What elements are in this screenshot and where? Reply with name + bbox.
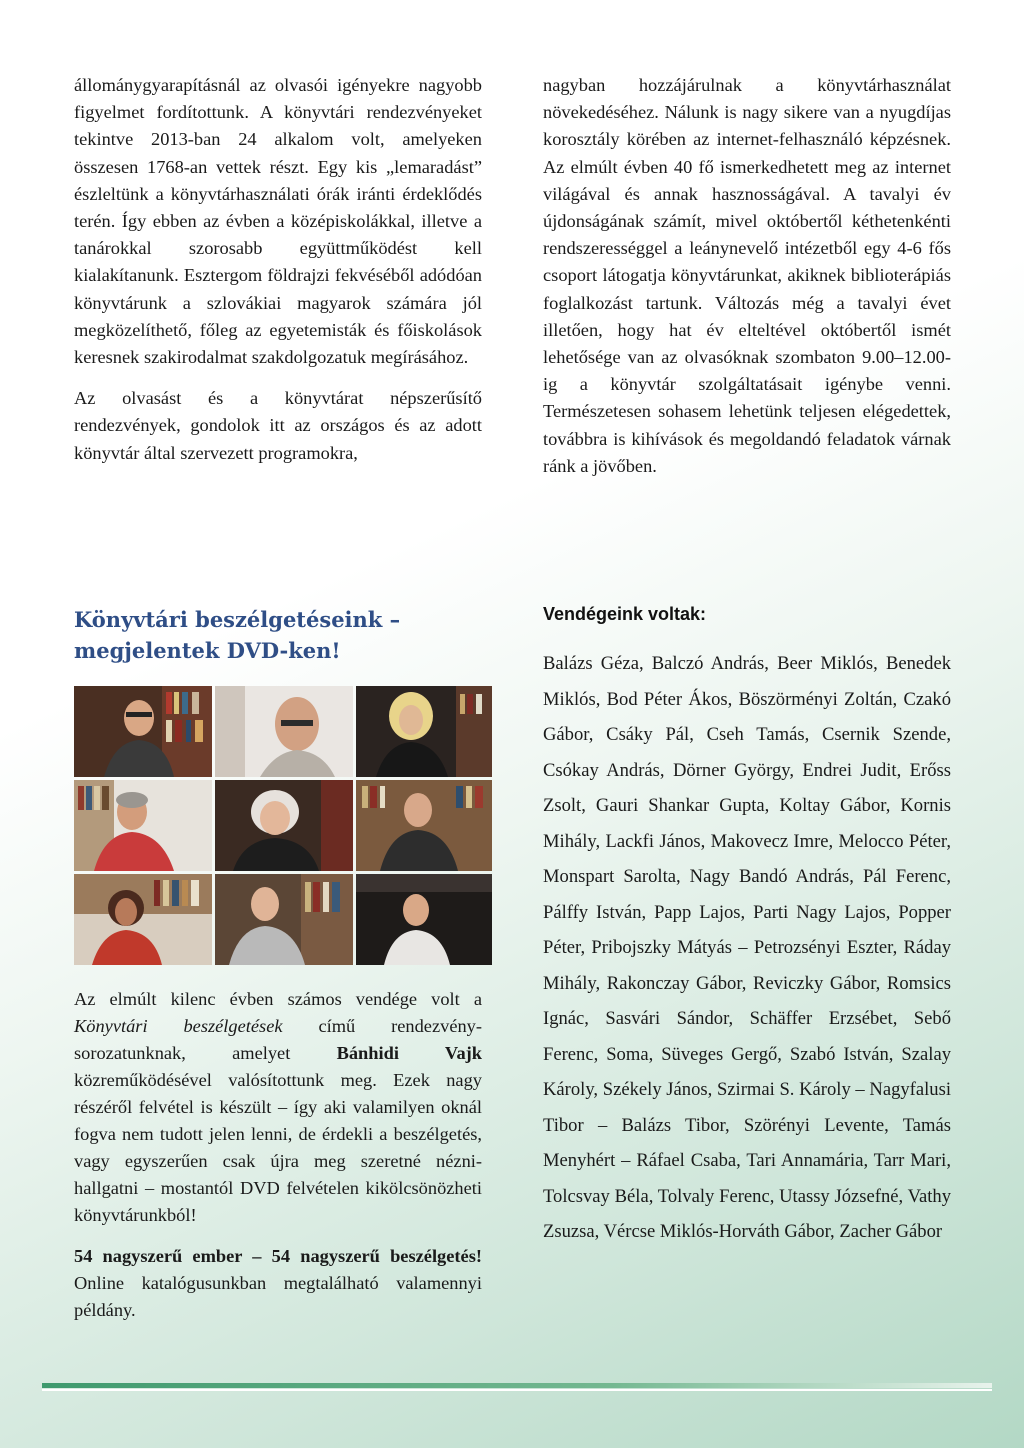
speaker-photo	[74, 780, 212, 871]
paragraph-acquisition: állománygyarapításnál az olvasói igényekre nagyobb figyelmet fordítottunk. A könyvtári rendezvényeket tekintve 2013-ban 24 alkalom volt, amelyeken összesen 1768-an vettek részt. Egy kis „lemaradást” észleltünk a könyvtárhasználati órák iránti érdeklődés terén. Így ebben az évben a középiskolákkal, illetve a tanárokkal szorosabb együttműködést kell kialakítanunk. Esztergom földrajzi fekvéséből adódóan könyvtárunk a szlovákiai magyarok számára jól megközelíthető, főleg az egyetemisták és főiskolások keresnek szakirodalmat szakdolgozatuk megírásához.	[74, 75, 482, 368]
dvd-description	[74, 986, 482, 1338]
paragraph-services: nagyban hozzájárulnak a könyvtárhasználat növekedéséhez. Nálunk is nagy sikere van a nyugdíjas korosztály körében az internet-felhasználó képzésnek. Az elmúlt évben 40 fő ismerkedhetett meg az internet világával és annak hasznosságával. A tavalyi év újdonságának számít, mivel októbertől kéthetenkénti rendszerességgel a leánynevelő intézetből egy 4-6 fős csoport látogatja könyvtárunkat, akiknek biblioterápiás foglalkozást tartunk. Változás még a tavalyi évet illetően, hogy hat év elteltével októbertől ismét lehetősége van az olvasóknak szombaton 9.00–12.00-ig a könyvtár szolgáltatásait igénybe venni. Természetesen sohasem lehetünk teljesen elégedettek, továbbra is kihívások és megoldandó feladatok várnak ránk a jövőben.	[543, 75, 951, 476]
speaker-photo-grid	[74, 686, 492, 965]
speaker-photo	[74, 686, 212, 777]
footer-divider	[42, 1383, 992, 1388]
series-title: Könyvtári beszélgetések	[74, 1016, 283, 1036]
guests-heading: Vendégeink voltak:	[543, 604, 707, 624]
guests-list: Balázs Géza, Balczó András, Beer Miklós, Benedek Miklós, Bod Péter Ákos, Böszörményi Zoltán, Czakó Gábor, Csáky Pál, Cseh Tamás, Csernik Szende, Csókay András, Dörner György, Endrei Judit, Erőss Zsolt, Gauri Shankar Gupta, Koltay Gábor, Kornis Mihály, Lackfi János, Makovecz Imre, Melocco Péter, Monspart Sarolta, Nagy Bandó András, Pál Ferenc, Pálffy István, Papp Lajos, Parti Nagy Lajos, Popper Péter, Pribojszky Mátyás – Petrozsényi Eszter, Ráday Mihály, Rakonczay Gábor, Reviczky Gábor, Romsics Ignác, Sasvári Sándor, Schäffer Erzsébet, Sebő Ferenc, Soma, Süveges Gergő, Szabó István, Szalay Károly, Székely János, Szirmai S. Károly – Nagyfalusi Tibor – Balázs Tibor, Szörényi Levente, Tamás Menyhért – Ráfael Csaba, Tari Annamária, Tarr Mari, Tolcsvay Béla, Tolvaly Ferenc, Utassy Józsefné, Vathy Zsuzsa, Vércse Miklós-Horváth Gábor, Zacher Gábor	[543, 653, 951, 1242]
paragraph-events: Az olvasást és a könyvtárat népszerűsítő rendezvények, gondolok itt az országos és az adott könyvtár által szervezett programokra,	[74, 388, 482, 463]
speaker-photo	[356, 686, 492, 777]
speaker-photo	[215, 686, 353, 777]
closing-text: Online katalógusunkban megtalálható valamennyi példány.	[74, 1273, 482, 1320]
speaker-photo	[356, 874, 492, 965]
intro-text-b: című rendezvény-sorozatunknak, amelyet	[74, 1016, 482, 1063]
dvd-section-heading: Könyvtári beszélgetéseink – megjelentek DVD-ken!	[74, 607, 401, 663]
top-left-column	[74, 72, 482, 481]
intro-text-a: Az elmúlt kilenc évben számos vendége volt a	[74, 989, 482, 1009]
intro-text-c: közreműködésével valósítottunk meg. Ezek nagy részéről felvétel is készült – így aki valamilyen oknál fogva nem tudott jelen lenni, de érdekli a beszélgetés, vagy egyszerűen csak újra meg szeretné nézni-hallgatni – mostantól DVD felvételen kikölcsönözheti könyvtárunkból!	[74, 1070, 482, 1225]
closing-slogan: 54 nagyszerű ember – 54 nagyszerű beszélgetés!	[74, 1246, 482, 1266]
speaker-photo	[215, 780, 353, 871]
host-name: Bánhidi Vajk	[336, 1043, 482, 1063]
footer-divider-highlight	[42, 1389, 992, 1391]
paragraph-dvd-intro	[74, 986, 482, 1229]
paragraph-dvd-closing	[74, 1243, 482, 1324]
top-right-column	[543, 72, 951, 494]
speaker-photo	[74, 874, 212, 965]
speaker-photo	[356, 780, 492, 871]
speaker-photo	[215, 874, 353, 965]
